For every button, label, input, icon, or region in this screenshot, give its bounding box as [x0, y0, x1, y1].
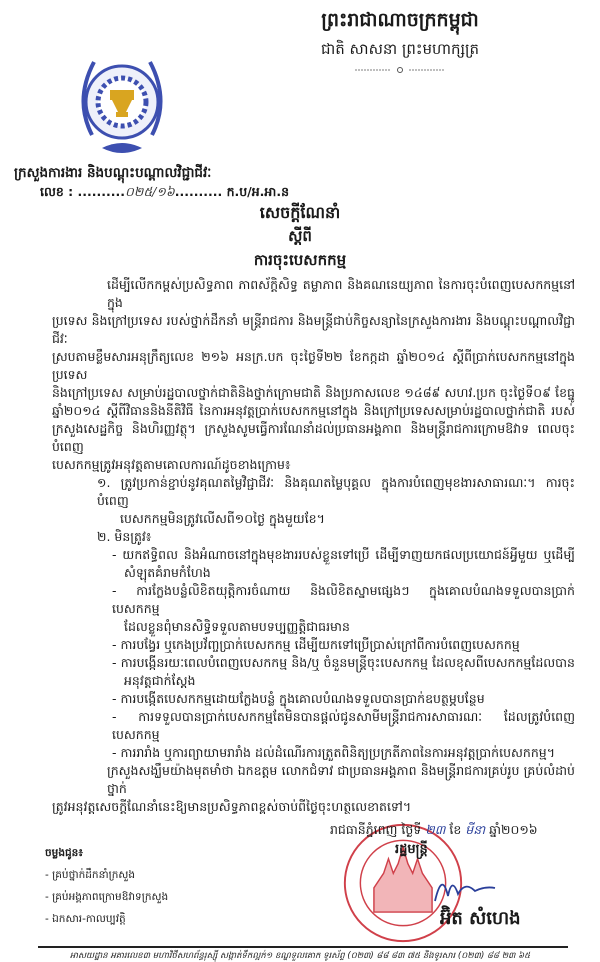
date-day: ២៣ — [425, 822, 446, 837]
item-1-continued: បេសកកម្មមិនត្រូវលើសពី១០ថ្ងៃ ក្នុងមួយខែ។ — [120, 511, 325, 526]
copy-recipient: - ឯកសារ-កាលប្បវត្តិ — [45, 913, 126, 925]
intro-line: បេសកកម្មត្រូវអនុវត្តតាមគោលការណ៍ដូចខាងក្រោម៖ — [52, 457, 291, 472]
footer-divider — [38, 946, 568, 948]
closing-line: ក្រសួងសង្ឃឹមយ៉ាងមុតមាំថា ឯកឧត្តម លោកជំទាវ ជាប្រធានអង្គភាព និងមន្ត្រីរាជការគ្រប់រូប គ្រប់លំដាប់ថ្នាក់ — [107, 763, 575, 796]
prohibition-item: - ការបង្កើនរយៈពេលបំពេញបេសកកម្ម និង/ឬ ចំនួនមន្ត្រីចុះបេសកកម្ម ដែលខុសពីបេសកកម្មដែលបាន — [112, 655, 575, 670]
reference-number: លេខ : ..........០២៥/១៦.......... ក.ប/អ.អា.ន — [40, 184, 290, 199]
date-year: ឆ្នាំ២០១៦ — [489, 822, 538, 837]
national-motto: ជាតិ សាសនា ព្រះមហាក្សត្រ — [320, 40, 480, 58]
prohibition-item: - ការក្លែងបន្លំលិខិតយុត្តិការចំណាយ និងលិខិតស្នាមផ្សេងៗ ក្នុងគោលបំណងទទួលបានប្រាក់បេសកកម្ម — [112, 583, 575, 616]
copy-recipient: - គ្រប់ថ្នាក់ដឹកនាំក្រសួង — [45, 869, 136, 881]
item-1: ១. ត្រូវប្រកាន់ខ្ជាប់នូវគុណតម្លៃវិជ្ជាជីវៈ និងគុណតម្លៃបុគ្គល ក្នុងការបំពេញមុខងារសាធារណៈ។ ការចុះបំពេញ — [97, 475, 575, 508]
item-2-label: ២. មិនត្រូវ៖ — [97, 529, 152, 544]
footer-address: អាសយដ្ឋាន អគារលេខ៣ មហាវិថីសហព័ន្ធរុស្ស៊ី សង្កាត់ទឹកល្អក់១ ខណ្ឌទួលគោក ទូរស័ព្ទ (០២៣) ៨៨ ៨៣ ៧៥ និងទូរសារ (០២៣) ៨៨ ២៣ ៦៥ — [69, 951, 531, 961]
date-month: មីនា — [465, 822, 486, 837]
document-title: សេចក្តីណែនាំ — [259, 203, 341, 222]
copies-label: ចម្លងជូន៖ — [45, 847, 83, 859]
ministry-logo — [72, 40, 172, 165]
intro-line: ឆ្នាំ២០១៤ ស្តីពីវិធាននិងនីតិវិធី នៃការអនុវត្តប្រាក់បេសកកម្មនៅក្នុង និងក្រៅប្រទេសសម្រាប់រដ្ឋបាលថ្នាក់ជាតិ របស់ — [52, 403, 575, 418]
prohibition-item: - ការរារាំង ឬការព្យាយាមរារាំង ដល់ដំណើរការត្រួតពិនិត្យប្រក្រតីភាពនៃការអនុវត្តប្រាក់បេសកកម្ម។ — [112, 745, 555, 760]
document-subject: ការចុះបេសកកម្ម — [253, 251, 347, 269]
ref-label: លេខ : — [40, 184, 74, 199]
ref-suffix: ក.ប/អ.អា.ន — [226, 184, 290, 199]
prohibition-item: - ការទទួលបានប្រាក់បេសកកម្មតែមិនបានផ្តល់ជូនសាមីមន្ត្រីរាជការសាធារណៈ ដែលត្រូវបំពេញបេសកកម្ម — [112, 709, 575, 742]
signoff-section — [45, 816, 575, 946]
handwritten-signature — [430, 866, 500, 906]
prohibition-item: - ការបង្កើតបេសកកម្មដោយក្លែងបន្លំ ក្នុងគោលបំណងទទួលបានប្រាក់ឧបត្ថម្ភបន្ថែម — [112, 691, 485, 706]
document-body — [45, 276, 575, 962]
intro-line: និងក្រៅប្រទេស សម្រាប់រដ្ឋបាលថ្នាក់ជាតិនិងថ្នាក់ក្រោមជាតិ និងប្រកាសលេខ ១៤៨៩ សហវ.ប្រក ចុះថ្ងៃទី០៩ ខែធ្នូ — [52, 385, 575, 400]
intro-line: ដើម្បីលើកកម្ពស់ប្រសិទ្ធភាព ភាពស័ក្តិសិទ្ធ តម្លាភាព និងគណនេយ្យភាព នៃការចុះបំពេញបេសកកម្មនៅក្នុង — [107, 277, 575, 310]
intro-line: ស្របតាមខ្លឹមសារអនុក្រឹត្យលេខ ២១៦ អនក្រ.បក ចុះថ្ងៃទី២២ ខែកក្កដា ឆ្នាំ២០១៤ ស្តីពីប្រាក់បេសកកម្មនៅក្នុងប្រទេស — [52, 349, 575, 382]
closing-line: ត្រូវអនុវត្តសេចក្តីណែនាំនេះឱ្យមានប្រសិទ្ធភាពខ្ពស់ចាប់ពីថ្ងៃចុះហត្ថលេខាតទៅ។ — [52, 799, 412, 814]
prohibition-item: - ការបង្វែរ ឬកេងប្រវ័ញ្ចប្រាក់បេសកកម្ម ដើម្បីយកទៅប្រើប្រាស់ក្រៅពីការបំពេញបេសកកម្ម — [112, 637, 520, 652]
kingdom-heading: ព្រះរាជាណាចក្រកម្ពុជា — [321, 9, 479, 31]
copy-recipients — [45, 842, 168, 930]
ref-number-handwritten: ០២៥/១៦ — [125, 184, 175, 199]
copy-recipient: - គ្រប់អង្គភាពក្រោមឱវាទក្រសួង — [45, 891, 169, 903]
signatory-name: អ៊ិត សំហេង — [440, 908, 521, 929]
intro-line: ប្រទេស និងក្រៅប្រទេស របស់ថ្នាក់ដឹកនាំ មន្ត្រីរាជការ និងមន្ត្រីជាប់កិច្ចសន្យានៃក្រសួងការងារ និងបណ្តុះបណ្តាលវិជ្ជាជីវៈ — [52, 313, 575, 346]
prohibition-item-cont: អនុវត្តជាក់ស្តែង — [124, 673, 196, 688]
prohibition-item: - យកឥទ្ធិពល និងអំណាចនៅក្នុងមុខងាររបស់ខ្លួនទៅប្រើ ដើម្បីទាញយកផលប្រយោជន៍អ្វីមួយ ឬដើម្បី — [112, 547, 575, 562]
prohibition-item-cont: ដែលខ្លួនពុំមានសិទ្ធិទទួលតាមបទប្បញ្ញត្តិជាធរមាន — [124, 619, 350, 634]
prohibition-item-cont: សំឡុតគំរាមកំហែង — [124, 565, 211, 580]
intro-line: ក្រសួងសេដ្ឋកិច្ច និងហិរញ្ញវត្ថុ។ ក្រសួងសូមធ្វើការណែនាំដល់ប្រធានអង្គភាព និងមន្ត្រីរាជការក្រោមឱវាទ ពេលចុះបំពេញ — [52, 421, 575, 454]
signing-date: រាជធានីភ្នំពេញ ថ្ងៃទី ២៣ ខែ មីនា ឆ្នាំ២០១៦ — [330, 822, 538, 837]
ornament-divider — [355, 66, 445, 74]
signatory-title: រដ្ឋមន្ត្រី — [395, 842, 428, 857]
document-title-about: ស្តីពី — [288, 227, 312, 245]
ministry-name: ក្រសួងការងារ និងបណ្តុះបណ្តាលវិជ្ជាជីវៈ — [14, 165, 212, 181]
